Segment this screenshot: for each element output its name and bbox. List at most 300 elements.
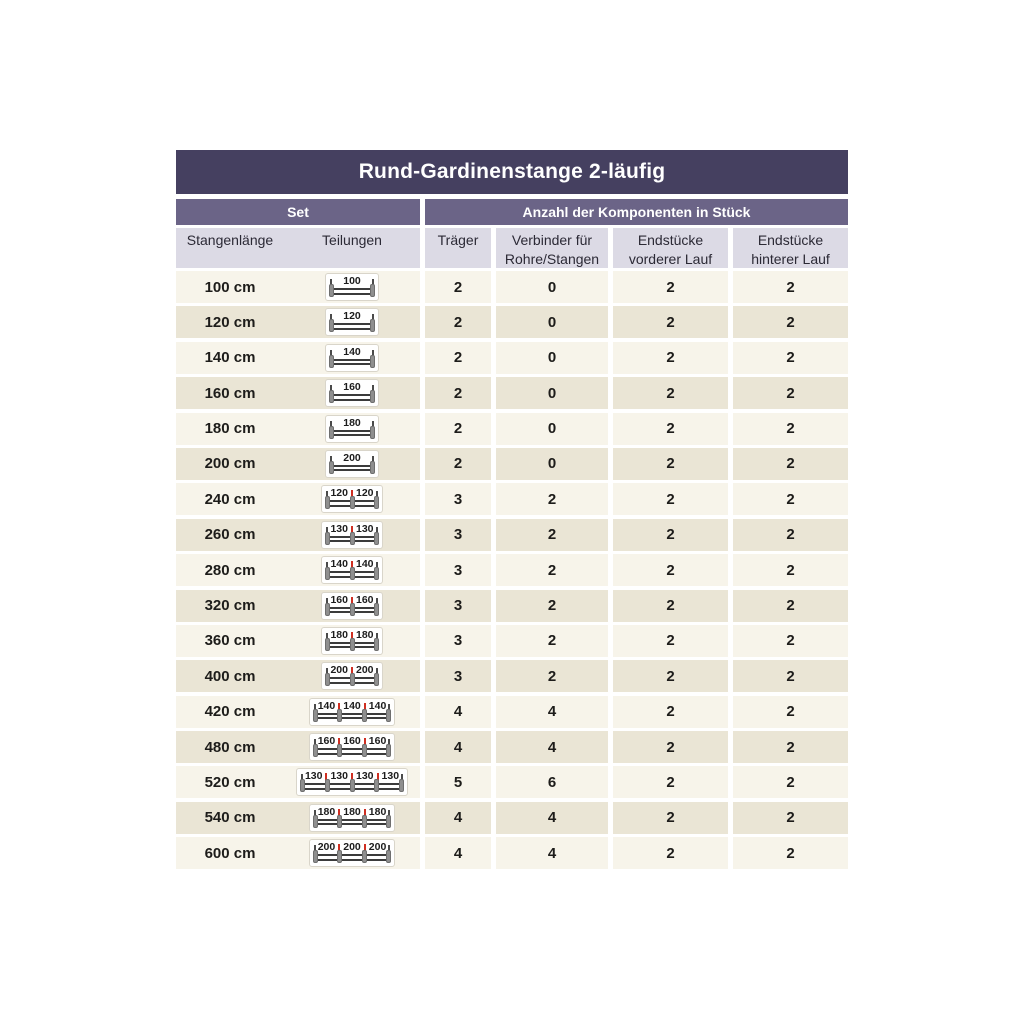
end-rear-value: 2 [733,731,848,763]
segment-lengths [314,842,391,852]
verbinder-value: 2 [496,590,608,622]
set-cell [176,448,420,480]
rod-endcap-icon [374,532,379,545]
rod-endcap-icon [329,390,334,403]
column-header-verbinder-line1: Verbinder für [511,232,593,248]
table-row [176,554,848,586]
group-header-set: Set [176,199,420,225]
set-cell [176,413,420,445]
curtain-rod-spec-table [176,150,848,873]
set-cell [176,306,420,338]
end-front-value: 2 [613,660,728,692]
table-row [176,837,848,869]
segment-length-value: 140 [317,699,336,712]
rod-icon [330,358,374,367]
rod-brackets [313,818,392,827]
rod-icon [326,499,377,508]
divisions-icon-area [284,662,420,690]
end-rear-value: 2 [733,306,848,338]
rod-length-label: 480 cm [204,738,256,756]
traeger-value: 2 [425,448,491,480]
divisions-icon-area [284,768,420,796]
table-title: Rund-Gardinenstange 2-läufig [176,150,848,194]
rod-connector-icon [350,567,355,580]
rod-length-label: 100 cm [204,278,256,296]
rod-brackets [329,287,375,296]
set-cell [176,554,420,586]
end-rear-value: 2 [733,660,848,692]
verbinder-value: 4 [496,731,608,763]
traeger-value: 3 [425,625,491,657]
column-header-set [176,228,420,268]
segment-length-value: 180 [343,416,361,429]
rod-length-label: 260 cm [204,526,256,544]
divisions-icon-area [284,839,420,867]
rod-endcap-icon [329,461,334,474]
rod-endcap-icon [370,284,375,297]
segment-length-value: 130 [330,522,348,535]
traeger-value: 2 [425,271,491,303]
verbinder-value: 0 [496,377,608,409]
column-header-traeger [425,228,491,268]
rod-icon [330,429,374,438]
column-header-end-front [613,228,728,268]
table-row [176,271,848,303]
set-cell [176,377,420,409]
rod-endcap-icon [370,355,375,368]
rod-endcap-icon [374,638,379,651]
rod-endcap-icon [313,815,318,828]
rod-icon [330,287,374,296]
rod-divisions-icon [325,344,379,372]
end-rear-value: 2 [733,413,848,445]
set-cell [176,696,420,728]
verbinder-value: 4 [496,837,608,869]
rod-length-label: 360 cm [204,632,256,650]
column-header-length: Stangenlänge [186,232,274,248]
segment-length-value: 200 [343,451,361,464]
table-row [176,413,848,445]
rod-divisions-icon [325,308,379,336]
rod-icon [326,535,377,544]
verbinder-value: 2 [496,554,608,586]
segment-length-value: 200 [330,664,348,677]
rod-endcap-icon [374,567,379,580]
rod-endcap-icon [313,744,318,757]
divisions-icon-area [284,450,420,478]
traeger-value: 3 [425,483,491,515]
segment-lengths [330,382,374,392]
rod-icon [314,712,391,721]
end-front-value: 2 [613,413,728,445]
rod-brackets [313,747,392,756]
divisions-icon-area [284,273,420,301]
segment-length-value: 140 [343,699,361,712]
rod-divisions-icon [325,415,379,443]
rod-brackets [300,782,404,791]
rod-endcap-icon [313,850,318,863]
divisions-icon-area [284,521,420,549]
rod-connector-icon [362,815,367,828]
segment-lengths [330,311,374,321]
end-rear-value: 2 [733,802,848,834]
rod-connector-icon [362,709,367,722]
verbinder-value: 0 [496,306,608,338]
segment-length-value: 180 [330,628,348,641]
end-rear-value: 2 [733,590,848,622]
segment-length-value: 120 [356,487,374,500]
traeger-value: 3 [425,519,491,551]
segment-length-value: 130 [356,770,374,783]
column-header-row [176,228,848,268]
set-cell [176,837,420,869]
segment-lengths [314,807,391,817]
rod-divisions-icon [321,556,382,584]
rod-endcap-icon [325,603,330,616]
rod-icon [326,570,377,579]
rod-endcap-icon [386,815,391,828]
rod-length-label: 520 cm [204,773,256,791]
end-rear-value: 2 [733,448,848,480]
verbinder-value: 0 [496,413,608,445]
traeger-value: 3 [425,660,491,692]
rod-length-label: 120 cm [204,313,256,331]
segment-length-value: 140 [368,699,387,712]
traeger-value: 4 [425,837,491,869]
traeger-value: 2 [425,306,491,338]
set-cell [176,766,420,798]
rod-length-label: 180 cm [204,420,256,438]
verbinder-value: 6 [496,766,608,798]
verbinder-value: 2 [496,483,608,515]
divisions-icon-area [284,698,420,726]
segment-length-value: 180 [343,805,361,818]
rod-brackets [329,429,375,438]
divisions-icon-area [284,344,420,372]
table-row [176,519,848,551]
traeger-value: 4 [425,802,491,834]
rod-divisions-icon [296,768,408,796]
rod-connector-icon [325,779,330,792]
rod-brackets [329,322,375,331]
rod-brackets [329,393,375,402]
rod-brackets [325,499,378,508]
table-row [176,483,848,515]
table-row [176,448,848,480]
divisions-icon-area [284,485,420,513]
end-front-value: 2 [613,696,728,728]
rod-icon [301,782,403,791]
verbinder-value: 4 [496,696,608,728]
set-cell [176,660,420,692]
segment-length-value: 180 [317,805,336,818]
rod-icon [326,641,377,650]
verbinder-value: 2 [496,519,608,551]
end-front-value: 2 [613,271,728,303]
segment-length-value: 130 [330,770,348,783]
rod-length-label: 600 cm [204,844,256,862]
segment-length-value: 130 [304,770,323,783]
rod-endcap-icon [329,284,334,297]
end-rear-value: 2 [733,271,848,303]
traeger-value: 2 [425,342,491,374]
rod-length-label: 420 cm [204,703,256,721]
end-rear-value: 2 [733,625,848,657]
traeger-value: 2 [425,413,491,445]
rod-endcap-icon [399,779,404,792]
rod-connector-icon [337,709,342,722]
end-rear-value: 2 [733,377,848,409]
rod-brackets [313,712,392,721]
segment-length-value: 130 [356,522,374,535]
table-row [176,625,848,657]
rod-divisions-icon [325,379,379,407]
segment-length-value: 130 [381,770,400,783]
segment-length-value: 120 [343,310,361,323]
column-header-end-front-line2: vorderer Lauf [628,251,713,267]
rod-brackets [325,606,378,615]
rod-length-label: 240 cm [204,490,256,508]
end-front-value: 2 [613,306,728,338]
divisions-icon-area [284,556,420,584]
divisions-icon-area [284,415,420,443]
end-front-value: 2 [613,590,728,622]
rod-divisions-icon [309,804,396,832]
rod-connector-icon [337,850,342,863]
rod-connector-icon [362,850,367,863]
rod-divisions-icon [309,733,396,761]
table-row [176,731,848,763]
end-front-value: 2 [613,731,728,763]
rod-icon [314,853,391,862]
end-front-value: 2 [613,625,728,657]
rod-connector-icon [350,673,355,686]
traeger-value: 3 [425,554,491,586]
rod-endcap-icon [386,850,391,863]
segment-lengths [330,347,374,357]
rod-connector-icon [350,496,355,509]
rod-divisions-icon [309,839,396,867]
end-front-value: 2 [613,802,728,834]
set-cell [176,483,420,515]
segment-lengths [314,701,391,711]
rod-brackets [329,358,375,367]
table-row [176,660,848,692]
end-rear-value: 2 [733,554,848,586]
rod-brackets [329,464,375,473]
column-header-end-rear-line2: hinterer Lauf [751,251,830,267]
segment-lengths [314,736,391,746]
column-header-verbinder-line2: Rohre/Stangen [504,251,600,267]
rod-endcap-icon [370,461,375,474]
rod-endcap-icon [329,426,334,439]
rod-length-label: 400 cm [204,667,256,685]
divisions-icon-area [284,379,420,407]
set-cell [176,519,420,551]
verbinder-value: 4 [496,802,608,834]
traeger-value: 4 [425,696,491,728]
segment-length-value: 180 [368,805,387,818]
verbinder-value: 0 [496,342,608,374]
segment-length-value: 200 [317,841,336,854]
end-front-value: 2 [613,766,728,798]
rod-divisions-icon [321,627,382,655]
rod-icon [330,464,374,473]
rod-icon [326,676,377,685]
end-front-value: 2 [613,519,728,551]
rod-brackets [325,641,378,650]
divisions-icon-area [284,627,420,655]
rod-connector-icon [374,779,379,792]
rod-endcap-icon [329,319,334,332]
rod-divisions-icon [321,592,382,620]
set-cell [176,271,420,303]
segment-lengths [330,453,374,463]
divisions-icon-area [284,804,420,832]
rod-brackets [325,535,378,544]
segment-lengths [330,276,374,286]
rod-endcap-icon [325,496,330,509]
column-header-end-rear [733,228,848,268]
rod-endcap-icon [329,355,334,368]
segment-length-value: 160 [343,381,361,394]
rod-length-label: 280 cm [204,561,256,579]
rod-divisions-icon [325,273,379,301]
segment-length-value: 200 [343,841,361,854]
traeger-value: 4 [425,731,491,763]
segment-length-value: 200 [368,841,387,854]
end-rear-value: 2 [733,342,848,374]
rod-icon [330,322,374,331]
end-front-value: 2 [613,342,728,374]
rod-length-label: 140 cm [204,349,256,367]
segment-length-value: 140 [356,558,374,571]
set-cell [176,625,420,657]
table-row [176,377,848,409]
rod-endcap-icon [374,496,379,509]
rod-connector-icon [337,815,342,828]
end-front-value: 2 [613,483,728,515]
divisions-icon-area [284,308,420,336]
group-header-row [176,199,848,225]
rod-icon [330,393,374,402]
rod-endcap-icon [386,744,391,757]
verbinder-value: 2 [496,660,608,692]
rod-endcap-icon [313,709,318,722]
rod-brackets [325,570,378,579]
end-front-value: 2 [613,448,728,480]
end-rear-value: 2 [733,696,848,728]
rod-length-label: 540 cm [204,809,256,827]
segment-length-value: 160 [317,735,336,748]
column-header-end-rear-line1: Endstücke [757,232,824,248]
segment-length-value: 160 [343,735,361,748]
rod-endcap-icon [325,638,330,651]
rod-length-label: 200 cm [204,455,256,473]
traeger-value: 5 [425,766,491,798]
rod-endcap-icon [386,709,391,722]
group-header-components: Anzahl der Komponenten in Stück [425,199,848,225]
rod-connector-icon [350,779,355,792]
rod-endcap-icon [374,603,379,616]
table-row [176,590,848,622]
rod-divisions-icon [325,450,379,478]
traeger-value: 3 [425,590,491,622]
rod-endcap-icon [325,673,330,686]
verbinder-value: 0 [496,271,608,303]
rod-connector-icon [350,638,355,651]
rod-icon [326,606,377,615]
segment-length-value: 160 [356,593,374,606]
set-cell [176,731,420,763]
verbinder-value: 2 [496,625,608,657]
rod-endcap-icon [325,567,330,580]
table-row [176,802,848,834]
table-row [176,342,848,374]
rod-divisions-icon [309,698,396,726]
rod-endcap-icon [370,426,375,439]
column-header-verbinder [496,228,608,268]
set-cell [176,342,420,374]
segment-length-value: 140 [343,345,361,358]
rod-length-label: 160 cm [204,384,256,402]
end-rear-value: 2 [733,483,848,515]
rod-brackets [313,853,392,862]
rod-connector-icon [350,603,355,616]
rod-connector-icon [362,744,367,757]
column-header-traeger-label: Träger [437,232,479,248]
rod-icon [314,818,391,827]
rod-brackets [325,676,378,685]
rod-endcap-icon [374,673,379,686]
table-row [176,696,848,728]
set-cell [176,802,420,834]
rod-divisions-icon [321,485,382,513]
rod-endcap-icon [300,779,305,792]
end-rear-value: 2 [733,837,848,869]
segment-length-value: 140 [330,558,348,571]
rod-connector-icon [350,532,355,545]
segment-length-value: 200 [356,664,374,677]
rod-icon [314,747,391,756]
end-rear-value: 2 [733,766,848,798]
table-body [176,271,848,869]
segment-length-value: 100 [343,275,361,287]
segment-length-value: 160 [368,735,387,748]
rod-divisions-icon [321,662,382,690]
segment-lengths [330,418,374,428]
table-row [176,766,848,798]
rod-endcap-icon [370,390,375,403]
column-header-divisions: Teilungen [322,232,382,248]
rod-divisions-icon [321,521,382,549]
rod-length-label: 320 cm [204,597,256,615]
rod-endcap-icon [325,532,330,545]
divisions-icon-area [284,733,420,761]
table-row [176,306,848,338]
rod-endcap-icon [370,319,375,332]
verbinder-value: 0 [496,448,608,480]
end-rear-value: 2 [733,519,848,551]
column-header-end-front-line1: Endstücke [637,232,704,248]
rod-connector-icon [337,744,342,757]
set-cell [176,590,420,622]
end-front-value: 2 [613,837,728,869]
end-front-value: 2 [613,377,728,409]
segment-length-value: 180 [356,628,374,641]
traeger-value: 2 [425,377,491,409]
end-front-value: 2 [613,554,728,586]
